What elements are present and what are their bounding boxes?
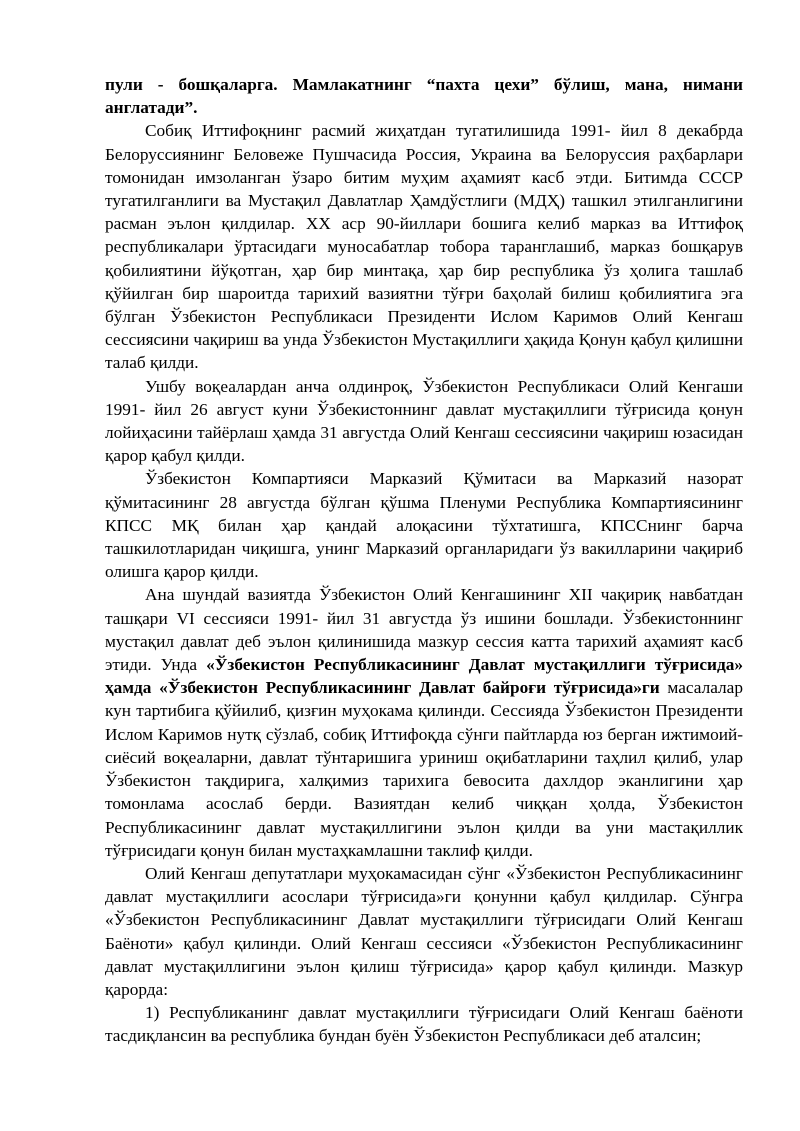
paragraph-2-text: Собиқ Иттифоқнинг расмий жиҳатдан тугатилишида 1991- йил 8 декабрда Белоруссиянинг Беловеже Пушчасида Россия, Украина ва Белоруссия раҳбарлари томонидан имзоланган ўзаро битим муҳим аҳамият касб этди. Битимда СССР тугатилганлиги ва Мустақил Давлатлар Ҳамдўстлиги (МДҲ) ташкил этилганлигини расман эълон қилдилар. XX аср 90-йиллари бошига келиб марказ ва Иттифоқ республикалари ўртасидаги муносабатлар тобора таранглашиб, марказ бошқарув қобилиятини йўқотган, ҳар бир минтақа, ҳар бир республика ўз ҳолига ташлаб қўйилган бир шароитда тарихий вазиятни тўғри баҳолай билиш қобилиятига эга бўлган Ўзбекистон Республикаси Президенти Ислом Каримов Олий Кенгаш сессиясини чақириш ва унда Ўзбекистон Мустақиллиги ҳақида Қонун қабул қилишни талаб қилди. [105,121,743,373]
paragraph-4 [105,467,743,583]
paragraph-7-text: 1) Республиканинг давлат мустақиллиги тўғрисидаги Олий Кенгаш баёноти тасдиқлансин ва республика бундан буён Ўзбекистон Республикаси деб аталсин; [105,1003,743,1046]
paragraph-3-text: Ушбу воқеалардан анча олдинроқ, Ўзбекистон Республикаси Олий Кенгаши 1991- йил 26 август куни Ўзбекистоннинг давлат мустақиллиги тўғрисида қонун лойиҳасини тайёрлаш ҳамда 31 августда Олий Кенгаш сессиясини чақириш юзасидан қарор қабул қилди. [105,376,743,466]
document-page [105,73,743,1048]
paragraph-5-bold-law-titles: «Ўзбекистон Республикасининг Давлат мустақиллиги тўғрисида» ҳамда «Ўзбекистон Республикасининг Давлат байроғи тўғрисида»ги [105,655,743,698]
paragraph-1-text: пули - бошқаларга. Мамлакатнинг “пахта цехи” бўлиш, мана, нимани англатади”. [105,75,743,118]
paragraph-6 [105,862,743,1001]
paragraph-1 [105,73,743,119]
paragraph-5-text-a: Ана шундай вазиятда Ўзбекистон Олий Кенгашининг XII чақириқ навбатдан ташқари VI сессияси 1991- йил 31 августда ўз ишини бошлади. Ўзбекистоннинг мустақил давлат деб эълон қилинишида мазкур сессия катта тарихий аҳамият касб этиди. Унда [105,585,743,675]
paragraph-5 [105,583,743,861]
paragraph-7-list-item-1 [105,1001,743,1047]
paragraph-2 [105,119,743,374]
paragraph-4-text: Ўзбекистон Компартияси Марказий Қўмитаси ва Марказий назорат қўмитасининг 28 августда бўлган қўшма Пленуми Республика Компартиясининг КПСС МҚ билан ҳар қандай алоқасини тўхтатишга, КПССнинг барча ташкилотларидан чиқишга, унинг Марказий органларидаги ўз вакилларини чақириб олишга қарор қилди. [105,469,743,582]
paragraph-3 [105,375,743,468]
paragraph-6-text: Олий Кенгаш депутатлари муҳокамасидан сўнг «Ўзбекистон Республикасининг давлат мустақиллиги асослари тўғрисида»ги қонунни қабул қилдилар. Сўнгра «Ўзбекистон Республикасининг Давлат мустақиллиги тўғрисидаги Олий Кенгаш Баёноти» қабул қилинди. Олий Кенгаш сессияси «Ўзбекистон Республикасининг давлат мустақиллигини эълон қилиш тўғрисида» қарор қабул қилинди. Мазкур қарорда: [105,863,743,999]
paragraph-5-text-b: масалалар кун тартибига қўйилиб, қизғин муҳокама қилинди. Сессияда Ўзбекистон Президенти Ислом Каримов нутқ сўзлаб, собиқ Иттифоқда сўнги пайтларда юз берган ижтимоий-сиёсий воқеаларни, давлат тўнтаришига уриниш оқибатларини таҳлил қилиб, улар Ўзбекистон тақдирига, халқимиз тарихига бевосита дахлдор эканлигини ҳар томонлама асослаб берди. Вазиятдан келиб чиққан ҳолда, Ўзбекистон Республикасининг давлат мустақиллигини эълон қилди ва уни мастақиллик тўғрисидаги қонун билан мустаҳкамлашни таклиф қилди. [105,678,743,860]
